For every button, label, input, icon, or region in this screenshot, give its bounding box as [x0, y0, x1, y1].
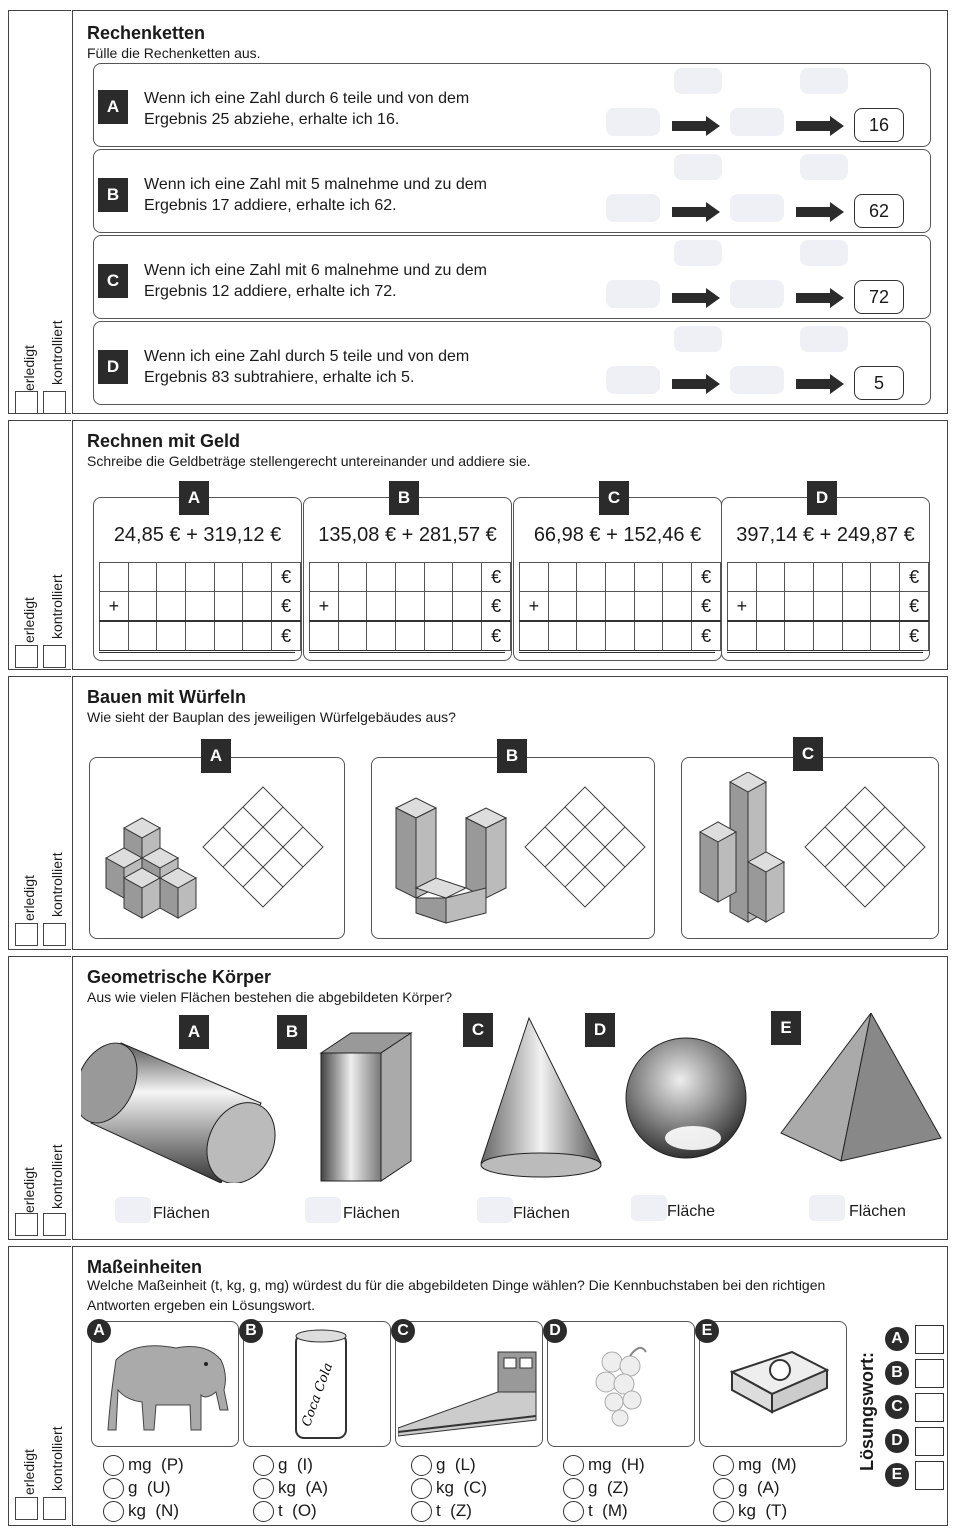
start-field[interactable]	[606, 108, 660, 136]
cube-task-b	[371, 757, 655, 939]
money-task-c	[513, 497, 722, 661]
grid-plan[interactable]	[520, 782, 650, 912]
status-sidebar	[8, 420, 71, 670]
money-grid	[99, 562, 301, 651]
letter-badge: C	[391, 1319, 415, 1343]
digit-cell[interactable]	[785, 592, 814, 622]
digit-cell[interactable]	[128, 592, 157, 622]
letter-badge: B	[239, 1319, 263, 1343]
hint-field	[800, 154, 848, 180]
digit-cell[interactable]	[842, 563, 871, 592]
letter-badge: C	[98, 264, 128, 298]
can-illustration	[246, 1326, 386, 1444]
letter-badge: B	[277, 1015, 307, 1049]
pyramid-shape	[781, 1013, 941, 1161]
digit-cell[interactable]	[577, 563, 606, 592]
digit-cell[interactable]	[756, 563, 785, 592]
digit-cell[interactable]	[214, 563, 243, 592]
double-underline	[727, 650, 923, 653]
done-checkbox[interactable]	[15, 1497, 38, 1520]
unit-option-label: mg (M)	[738, 1455, 797, 1474]
done-label: erledigt	[21, 345, 37, 391]
letter-badge: E	[695, 1319, 719, 1343]
letter-badge: A	[87, 1319, 111, 1343]
middle-field[interactable]	[730, 366, 784, 394]
digit-cell[interactable]	[606, 563, 635, 592]
solution-letter-badge: E	[885, 1463, 909, 1487]
unit-option-label: kg (N)	[128, 1501, 179, 1520]
letter-badge: B	[389, 481, 419, 515]
digit-cell[interactable]	[157, 592, 186, 622]
status-sidebar	[8, 956, 71, 1240]
digit-cell[interactable]	[634, 621, 663, 651]
chain-text: Wenn ich eine Zahl durch 6 teile und von dem Ergebnis 25 abziehe, erhalte ich 16.	[144, 90, 470, 128]
arrow-icon	[672, 202, 720, 222]
checked-checkbox[interactable]	[43, 1497, 66, 1520]
result-box: 62	[854, 194, 904, 228]
start-field[interactable]	[606, 366, 660, 394]
double-underline	[99, 650, 295, 653]
unit-option[interactable]	[253, 1478, 328, 1499]
grapes-illustration	[550, 1332, 690, 1442]
unit-option-label: kg (A)	[278, 1478, 329, 1497]
euro-sign: €	[272, 592, 301, 622]
section-rechenketten	[8, 10, 948, 414]
digit-cell[interactable]	[871, 621, 900, 651]
digit-cell[interactable]	[548, 621, 577, 651]
digit-cell[interactable]	[128, 563, 157, 592]
svg-text:Coca Cola: Coca Cola	[299, 1360, 337, 1429]
item-box-c	[395, 1321, 543, 1447]
cylinder-shape	[81, 1033, 288, 1183]
faces-label: Fläche	[667, 1203, 716, 1220]
done-label: erledigt	[21, 1449, 37, 1495]
faces-label: Flächen	[343, 1205, 400, 1222]
hint-field	[674, 154, 722, 180]
digit-cell[interactable]	[338, 592, 367, 622]
euro-sign: €	[482, 592, 511, 622]
letter-badge: A	[201, 739, 231, 773]
chain-row-a	[93, 63, 931, 147]
solution-letter-box[interactable]	[915, 1393, 944, 1422]
done-checkbox[interactable]	[15, 391, 38, 414]
radio-button[interactable]	[253, 1478, 274, 1499]
chain-text: Wenn ich eine Zahl mit 5 malnehme und zu dem Ergebnis 17 addiere, erhalte ich 62.	[144, 176, 487, 214]
done-checkbox[interactable]	[15, 645, 38, 668]
digit-cell[interactable]	[424, 563, 453, 592]
radio-button[interactable]	[713, 1501, 734, 1522]
radio-button[interactable]	[713, 1478, 734, 1499]
money-grid	[309, 562, 511, 651]
faces-label: Flächen	[153, 1205, 210, 1222]
elephant-illustration	[96, 1330, 236, 1440]
geld-panel	[72, 420, 948, 670]
double-underline	[309, 650, 505, 653]
digit-cell[interactable]	[310, 621, 339, 651]
arrow-icon	[796, 116, 844, 136]
unit-option[interactable]	[411, 1455, 476, 1476]
digit-cell[interactable]	[606, 621, 635, 651]
money-task-d	[721, 497, 930, 661]
sphere-shape	[626, 1038, 746, 1158]
letter-badge: B	[497, 739, 527, 773]
digit-cell[interactable]	[814, 621, 843, 651]
checked-label: kontrolliert	[49, 574, 65, 639]
radio-button[interactable]	[563, 1501, 584, 1522]
middle-field[interactable]	[730, 280, 784, 308]
euro-sign: €	[692, 563, 721, 592]
solution-letter-badge: B	[885, 1361, 909, 1385]
letter-badge: A	[179, 1015, 209, 1049]
unit-option-label: mg (P)	[128, 1455, 184, 1474]
letter-badge: E	[771, 1011, 801, 1045]
checked-checkbox[interactable]	[43, 391, 66, 414]
digit-cell[interactable]	[728, 563, 757, 592]
checked-label: kontrolliert	[49, 852, 65, 917]
plus-sign: +	[728, 592, 757, 622]
digit-cell[interactable]	[756, 592, 785, 622]
unit-option[interactable]	[411, 1478, 487, 1499]
money-expression: 135,08 € + 281,57 €	[318, 524, 497, 546]
digit-cell[interactable]	[453, 621, 482, 651]
status-sidebar	[8, 676, 71, 950]
digit-cell[interactable]	[520, 621, 549, 651]
euro-sign: €	[900, 592, 929, 622]
face-count-field[interactable]	[631, 1195, 667, 1221]
radio-button[interactable]	[713, 1455, 734, 1476]
face-count-field[interactable]	[115, 1197, 151, 1223]
arrow-icon	[672, 374, 720, 394]
digit-cell[interactable]	[785, 563, 814, 592]
middle-field[interactable]	[730, 194, 784, 222]
money-expression: 24,85 € + 319,12 €	[113, 524, 282, 546]
section-subtitle: Schreibe die Geldbeträge stellengerecht untereinander und addiere sie.	[87, 453, 531, 469]
start-field[interactable]	[606, 194, 660, 222]
digit-cell[interactable]	[424, 592, 453, 622]
digit-cell[interactable]	[842, 592, 871, 622]
cone-shape	[481, 1018, 601, 1177]
unit-option[interactable]	[563, 1501, 628, 1522]
money-grid	[519, 562, 721, 651]
chain-row-c	[93, 235, 931, 319]
letter-badge: A	[98, 90, 128, 124]
section-title: Bauen mit Würfeln	[87, 687, 247, 707]
digit-cell[interactable]	[396, 592, 425, 622]
checked-checkbox[interactable]	[43, 645, 66, 668]
unit-option-label: kg (C)	[436, 1478, 487, 1497]
euro-sign: €	[482, 563, 511, 592]
hint-field	[800, 326, 848, 352]
digit-cell[interactable]	[634, 592, 663, 622]
radio-button[interactable]	[253, 1455, 274, 1476]
done-checkbox[interactable]	[15, 923, 38, 946]
section-title: Rechenketten	[87, 23, 206, 43]
digit-cell[interactable]	[548, 563, 577, 592]
section-title: Maßeinheiten	[87, 1257, 203, 1277]
unit-option[interactable]	[103, 1501, 179, 1522]
digit-cell[interactable]	[424, 621, 453, 651]
digit-cell[interactable]	[756, 621, 785, 651]
euro-sign: €	[900, 563, 929, 592]
digit-cell[interactable]	[396, 563, 425, 592]
item-box-d	[547, 1321, 695, 1447]
grid-plan[interactable]	[198, 782, 328, 912]
digit-cell[interactable]	[214, 621, 243, 651]
digit-cell[interactable]	[871, 563, 900, 592]
radio-button[interactable]	[103, 1455, 124, 1476]
arrow-icon	[672, 116, 720, 136]
tape-dispenser-illustration	[702, 1332, 842, 1442]
section-geld	[8, 420, 948, 670]
done-label: erledigt	[21, 1167, 37, 1213]
wuerfel-panel	[72, 676, 948, 950]
digit-cell[interactable]	[814, 592, 843, 622]
hint-field	[674, 240, 722, 266]
radio-button[interactable]	[411, 1455, 432, 1476]
start-field[interactable]	[606, 280, 660, 308]
chain-row-b	[93, 149, 931, 233]
digit-cell[interactable]	[186, 563, 215, 592]
plus-sign: +	[520, 592, 549, 622]
chain-text: Wenn ich eine Zahl mit 6 malnehme und zu dem Ergebnis 12 addiere, erhalte ich 72.	[144, 262, 487, 300]
radio-button[interactable]	[563, 1478, 584, 1499]
plus-sign: +	[100, 592, 129, 622]
letter-badge: D	[807, 481, 837, 515]
checked-checkbox[interactable]	[43, 923, 66, 946]
radio-button[interactable]	[253, 1501, 274, 1522]
digit-cell[interactable]	[785, 621, 814, 651]
digit-cell[interactable]	[100, 563, 129, 592]
result-box: 5	[854, 366, 904, 400]
section-wuerfel	[8, 676, 948, 950]
cube-building-illustration	[386, 778, 516, 928]
digit-cell[interactable]	[367, 592, 396, 622]
train-illustration	[398, 1332, 538, 1442]
section-subtitle: Wie sieht der Bauplan des jeweiligen Würfelgebäudes aus?	[87, 709, 456, 725]
digit-cell[interactable]	[871, 592, 900, 622]
cube-task-a	[89, 757, 345, 939]
cube-building-illustration	[690, 772, 800, 932]
result-box: 72	[854, 280, 904, 314]
digit-cell[interactable]	[100, 621, 129, 651]
radio-button[interactable]	[103, 1501, 124, 1522]
plus-sign: +	[310, 592, 339, 622]
grid-plan[interactable]	[800, 782, 930, 912]
letter-badge: C	[463, 1013, 493, 1047]
letter-badge: D	[585, 1013, 615, 1047]
double-underline	[519, 650, 715, 653]
unit-option[interactable]	[103, 1455, 184, 1476]
checked-label: kontrolliert	[49, 1426, 65, 1491]
solution-letter-badge: C	[885, 1395, 909, 1419]
digit-cell[interactable]	[243, 563, 272, 592]
unit-option[interactable]	[563, 1478, 629, 1499]
digit-cell[interactable]	[367, 621, 396, 651]
unit-option[interactable]	[253, 1501, 317, 1522]
section-title: Rechnen mit Geld	[87, 431, 241, 451]
money-expression: 397,14 € + 249,87 €	[736, 524, 915, 546]
unit-option[interactable]	[713, 1455, 797, 1476]
digit-cell[interactable]	[338, 621, 367, 651]
koerper-panel	[72, 956, 948, 1240]
hint-field	[674, 326, 722, 352]
unit-option-label: g (Z)	[588, 1478, 629, 1497]
euro-sign: €	[272, 621, 301, 651]
money-task-a	[93, 497, 302, 661]
item-box-b	[243, 1321, 391, 1447]
radio-button[interactable]	[411, 1501, 432, 1522]
face-count-field[interactable]	[809, 1195, 845, 1221]
hint-field	[800, 240, 848, 266]
money-grid	[727, 562, 929, 651]
letter-badge: C	[793, 737, 823, 771]
solution-letter-badge: A	[885, 1327, 909, 1351]
radio-button[interactable]	[103, 1478, 124, 1499]
unit-option-label: g (I)	[278, 1455, 313, 1474]
euro-sign: €	[692, 621, 721, 651]
rechenketten-panel	[72, 10, 948, 414]
solution-letter-box[interactable]	[915, 1427, 944, 1456]
digit-cell[interactable]	[128, 621, 157, 651]
digit-cell[interactable]	[157, 563, 186, 592]
cube-building-illustration	[94, 788, 214, 928]
digit-cell[interactable]	[577, 592, 606, 622]
euro-sign: €	[900, 621, 929, 651]
digit-cell[interactable]	[663, 563, 692, 592]
section-title: Geometrische Körper	[87, 967, 272, 987]
done-label: erledigt	[21, 875, 37, 921]
letter-badge: D	[98, 350, 128, 384]
digit-cell[interactable]	[214, 592, 243, 622]
checked-label: kontrolliert	[49, 320, 65, 385]
letter-badge: A	[179, 481, 209, 515]
middle-field[interactable]	[730, 108, 784, 136]
digit-cell[interactable]	[338, 563, 367, 592]
solution-letter-box[interactable]	[915, 1359, 944, 1388]
face-count-field[interactable]	[477, 1197, 513, 1223]
done-checkbox[interactable]	[15, 1213, 38, 1236]
unit-option-label: kg (T)	[738, 1501, 788, 1520]
cuboid-shape	[321, 1033, 411, 1181]
checked-label: kontrolliert	[49, 1144, 65, 1209]
masse-panel	[72, 1246, 948, 1526]
digit-cell[interactable]	[663, 592, 692, 622]
digit-cell[interactable]	[243, 621, 272, 651]
solids-illustration	[81, 1013, 951, 1183]
checked-checkbox[interactable]	[43, 1213, 66, 1236]
digit-cell[interactable]	[453, 592, 482, 622]
unit-option[interactable]	[713, 1501, 787, 1522]
faces-label: Flächen	[513, 1205, 570, 1222]
hint-field	[800, 68, 848, 94]
unit-option[interactable]	[411, 1501, 472, 1522]
solution-label: Lösungswort:	[857, 1352, 877, 1471]
section-subtitle-line2: Antworten ergeben ein Lösungswort.	[87, 1297, 316, 1313]
chain-text: Wenn ich eine Zahl durch 5 teile und von dem Ergebnis 83 subtrahiere, erhalte ich 5.	[144, 348, 470, 386]
digit-cell[interactable]	[186, 621, 215, 651]
done-label: erledigt	[21, 597, 37, 643]
letter-badge: C	[599, 481, 629, 515]
hint-field	[674, 68, 722, 94]
digit-cell[interactable]	[842, 621, 871, 651]
digit-cell[interactable]	[634, 563, 663, 592]
section-subtitle-line1: Welche Maßeinheit (t, kg, g, mg) würdest du für die abgebildeten Dinge wählen? Die Kennbuchstaben bei den richtigen	[87, 1277, 826, 1293]
euro-sign: €	[482, 621, 511, 651]
unit-option-label: g (U)	[128, 1478, 171, 1497]
item-box-a	[91, 1321, 239, 1447]
section-masse	[8, 1246, 948, 1526]
unit-option-label: g (A)	[738, 1478, 780, 1497]
cube-task-c	[681, 757, 939, 939]
unit-option-label: t (O)	[278, 1501, 317, 1520]
unit-option[interactable]	[253, 1455, 313, 1476]
digit-cell[interactable]	[186, 592, 215, 622]
solution-letter-box[interactable]	[915, 1325, 944, 1354]
radio-button[interactable]	[411, 1478, 432, 1499]
arrow-icon	[796, 202, 844, 222]
digit-cell[interactable]	[520, 563, 549, 592]
unit-option-label: t (Z)	[436, 1501, 472, 1520]
digit-cell[interactable]	[728, 621, 757, 651]
euro-sign: €	[272, 563, 301, 592]
letter-badge: B	[98, 178, 128, 212]
arrow-icon	[796, 374, 844, 394]
digit-cell[interactable]	[814, 563, 843, 592]
unit-option-label: t (M)	[588, 1501, 628, 1520]
letter-badge: D	[543, 1319, 567, 1343]
digit-cell[interactable]	[663, 621, 692, 651]
digit-cell[interactable]	[548, 592, 577, 622]
digit-cell[interactable]	[243, 592, 272, 622]
unit-option[interactable]	[713, 1478, 780, 1499]
face-count-field[interactable]	[305, 1197, 341, 1223]
section-subtitle: Fülle die Rechenketten aus.	[87, 45, 261, 61]
digit-cell[interactable]	[310, 563, 339, 592]
radio-button[interactable]	[563, 1455, 584, 1476]
digit-cell[interactable]	[453, 563, 482, 592]
money-task-b	[303, 497, 512, 661]
money-expression: 66,98 € + 152,46 €	[533, 524, 702, 546]
arrow-icon	[796, 288, 844, 308]
status-sidebar	[8, 10, 71, 414]
unit-option[interactable]	[563, 1455, 645, 1476]
section-subtitle: Aus wie vielen Flächen bestehen die abgebildeten Körper?	[87, 989, 453, 1005]
digit-cell[interactable]	[396, 621, 425, 651]
solution-letter-badge: D	[885, 1429, 909, 1453]
unit-option-label: g (L)	[436, 1455, 476, 1474]
faces-label: Flächen	[849, 1203, 906, 1220]
chain-row-d	[93, 321, 931, 405]
digit-cell[interactable]	[577, 621, 606, 651]
digit-cell[interactable]	[606, 592, 635, 622]
digit-cell[interactable]	[157, 621, 186, 651]
solution-letter-box[interactable]	[915, 1461, 944, 1490]
item-box-e	[699, 1321, 847, 1447]
result-box: 16	[854, 108, 904, 142]
section-koerper	[8, 956, 948, 1240]
arrow-icon	[672, 288, 720, 308]
euro-sign: €	[692, 592, 721, 622]
digit-cell[interactable]	[367, 563, 396, 592]
unit-option-label: mg (H)	[588, 1455, 645, 1474]
status-sidebar	[8, 1246, 71, 1526]
unit-option[interactable]	[103, 1478, 171, 1499]
